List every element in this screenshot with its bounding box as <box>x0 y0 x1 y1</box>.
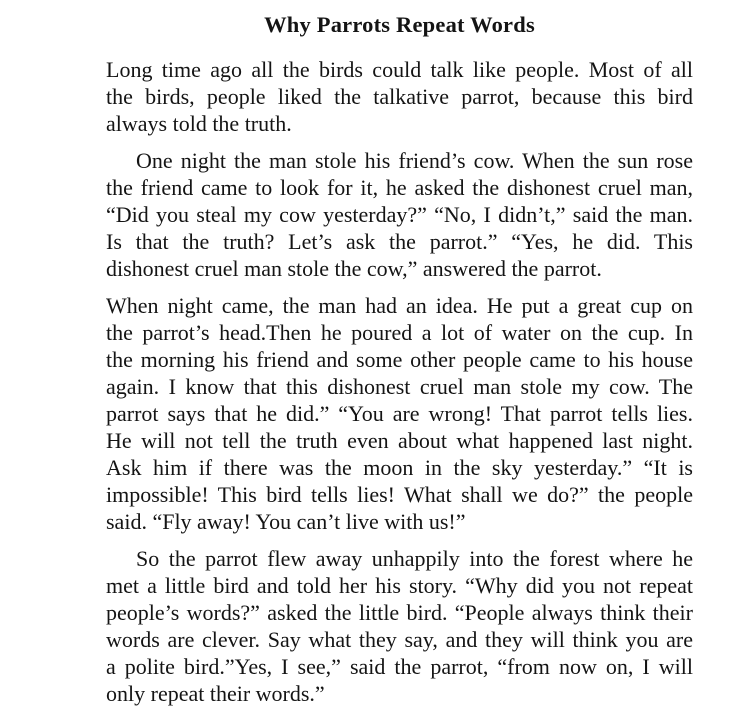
text-line: “Did you steal my cow yesterday?” “No, I didn’t,” said the man. <box>106 202 693 227</box>
paragraph <box>106 147 693 282</box>
text-line: impossible! This bird tells lies! What shall we do?” the people <box>106 482 693 507</box>
text-line: the parrot’s head.Then he poured a lot of water on the cup. In <box>106 320 693 345</box>
passage-body <box>106 56 693 707</box>
text-line: a polite bird.”Yes, I see,” said the parrot, “from now on, I will <box>106 654 693 679</box>
text-line: dishonest cruel man stole the cow,” answered the parrot. <box>106 256 602 281</box>
paragraph <box>106 545 693 707</box>
text-line: parrot says that he did.” “You are wrong! That parrot tells lies. <box>106 401 693 426</box>
text-line: When night came, the man had an idea. He put a great cup on <box>106 293 693 318</box>
text-line: people’s words?” asked the little bird. “People always think their <box>106 600 693 625</box>
text-line: words are clever. Say what they say, and they will think you are <box>106 627 693 652</box>
text-line: met a little bird and told her his story. “Why did you not repeat <box>106 573 693 598</box>
text-line: Ask him if there was the moon in the sky yesterday.” “It is <box>106 455 693 480</box>
passage-title: Why Parrots Repeat Words <box>264 12 535 37</box>
text-line: the friend came to look for it, he asked the dishonest cruel man, <box>106 175 693 200</box>
text-line: the morning his friend and some other people came to his house <box>106 347 693 372</box>
text-line: again. I know that this dishonest cruel man stole my cow. The <box>106 374 693 399</box>
text-line: One night the man stole his friend’s cow. When the sun rose <box>136 148 693 173</box>
text-line: always told the truth. <box>106 111 292 136</box>
text-line: So the parrot flew away unhappily into the forest where he <box>136 546 693 571</box>
text-line: Long time ago all the birds could talk like people. Most of all <box>106 57 693 82</box>
text-line: said. “Fly away! You can’t live with us!” <box>106 509 466 534</box>
paragraph <box>106 56 693 137</box>
text-line: Is that the truth? Let’s ask the parrot.” “Yes, he did. This <box>106 229 693 254</box>
text-line: He will not tell the truth even about what happened last night. <box>106 428 693 453</box>
paragraph <box>106 292 693 535</box>
text-line: only repeat their words.” <box>106 681 325 706</box>
text-line: the birds, people liked the talkative parrot, because this bird <box>106 84 693 109</box>
